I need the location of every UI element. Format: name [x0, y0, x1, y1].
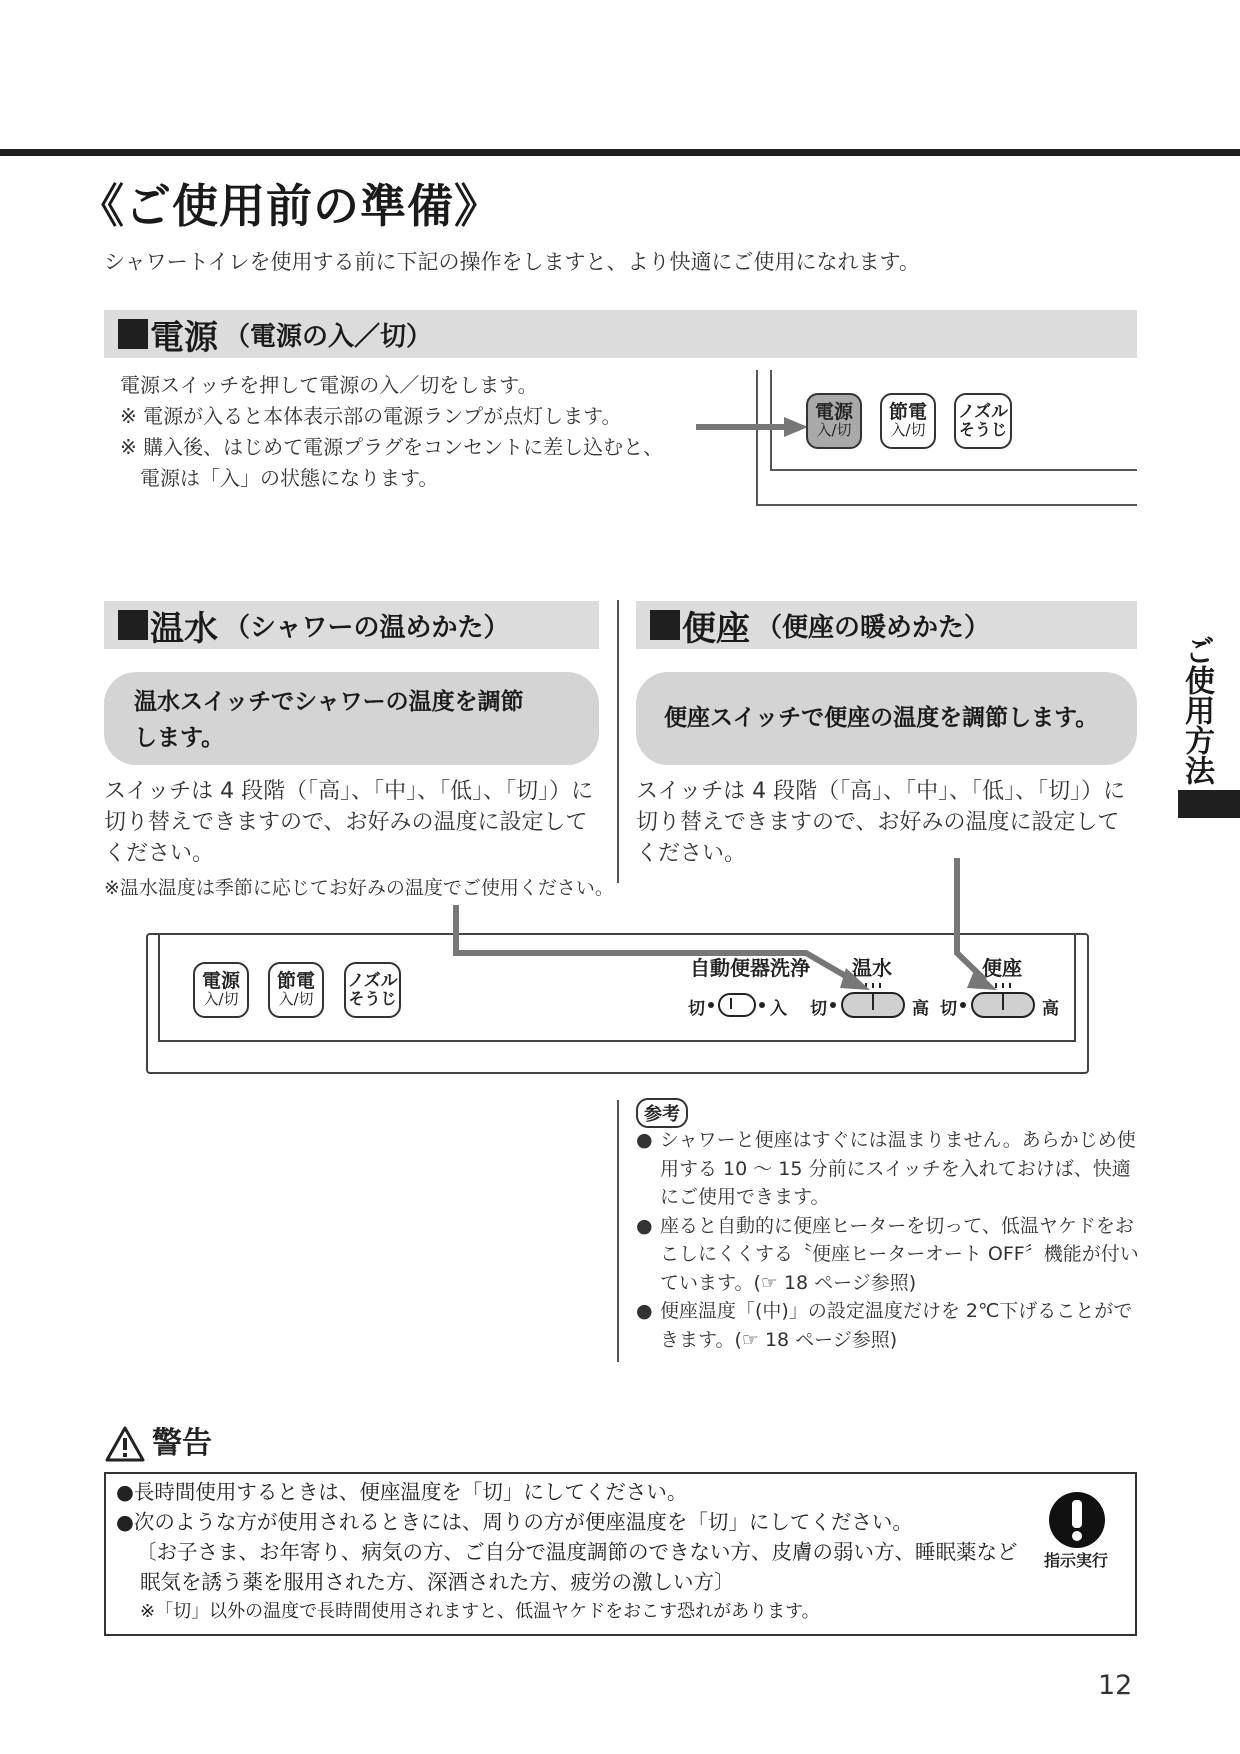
intro-text: シャワートイレを使用する前に下記の操作をしますと、より快適にご使用になれます。 [104, 250, 920, 274]
power-line: ※ 電源が入ると本体表示部の電源ランプが点灯します。 [120, 404, 622, 428]
reference-line: シャワーと便座はすぐには温まりません。あらかじめ使 [660, 1129, 1136, 1151]
button-sublabel: 入/切 [890, 421, 926, 440]
water-line: 切り替えできますので、お好みの温度に設定して [104, 810, 588, 835]
warning-line: ●次のような方が使用されるときには、周りの方が便座温度を「切」にしてください。 [116, 1510, 913, 1534]
button-sublabel: 入/切 [816, 421, 852, 440]
reference-line: ています。(☞ 18 ページ参照) [660, 1271, 917, 1294]
reference-divider [617, 1100, 619, 1362]
warm-water-label: 温水 [852, 956, 892, 980]
seat-line: スイッチは 4 段階（「高」、「中」、「低」、「切」）に [636, 779, 1126, 804]
reference-tag [636, 1098, 688, 1128]
button-label: 節電 [276, 970, 315, 993]
page-number: 12 [1098, 1670, 1133, 1701]
button-label: 電源 [201, 970, 240, 993]
bullet-icon: ● [636, 1300, 653, 1322]
power-line: 電源スイッチを押して電源の入／切をします。 [120, 373, 538, 397]
warning-title: 警告 [152, 1426, 212, 1461]
bullet-icon: ● [636, 1214, 653, 1237]
reference-tag-label: 参考 [636, 1098, 688, 1128]
high-label: 高 [912, 999, 929, 1019]
seat-line: ください。 [636, 841, 747, 866]
button-sublabel: そうじ [958, 419, 1007, 439]
button-label: ノズル [957, 401, 1009, 422]
button-label: 電源 [814, 401, 853, 424]
reference-item [636, 1297, 1139, 1354]
warning-line: ●長時間使用するときは、便座温度を「切」にしてください。 [116, 1480, 688, 1504]
off-label: 切 [940, 999, 957, 1019]
water-summary-line: 温水スイッチでシャワーの温度を調節 [134, 689, 524, 715]
reference-item [636, 1126, 1139, 1212]
side-tab-marker [1178, 790, 1240, 818]
auto-flush-label: 自動便器洗浄 [690, 956, 810, 980]
power-heading: 電源 [150, 317, 218, 358]
button-sublabel: そうじ [348, 988, 397, 1008]
seat-temp-label: 便座 [982, 956, 1022, 980]
off-label: 切 [688, 999, 705, 1019]
reference-line: きます。(☞ 18 ページ参照) [660, 1328, 898, 1351]
seat-subheading: （便座の暖めかた） [756, 612, 991, 643]
warning-line: 〔お子さま、お年寄り、病気の方、ご自分で温度調節のできない方、皮膚の弱い方、睡眠薬など [136, 1540, 1018, 1564]
water-line: ください。 [104, 841, 215, 866]
reference-line: 座ると自動的に便座ヒーターを切って、低温ヤケドをお [660, 1214, 1134, 1237]
seat-line: 切り替えできますので、お好みの温度に設定して [636, 810, 1120, 835]
side-tab-label: ご使用方法 [1179, 635, 1214, 785]
button-sublabel: 入/切 [203, 990, 239, 1009]
reference-line: こしにくくする〝便座ヒーターオート OFF〞機能が付い [660, 1243, 1139, 1265]
high-label: 高 [1042, 999, 1059, 1019]
warning-line: ※「切」以外の温度で長時間使用されますと、低温ヤケドをおこす恐れがあります。 [140, 1601, 820, 1622]
instruction-label: 指示実行 [1044, 1551, 1109, 1570]
reference-line: 用する 10 ～ 15 分前にスイッチを入れておけば、快適 [660, 1157, 1131, 1180]
warning-text [116, 1477, 1018, 1627]
water-subheading: （シャワーの温めかた） [224, 612, 510, 643]
seat-summary-line: 便座スイッチで便座の温度を調節します。 [664, 705, 1099, 731]
reference-line: 便座温度「(中)」の設定温度だけを 2℃下げることがで [660, 1300, 1133, 1322]
warning-line: 眠気を誘う薬を服用された方、深酒された方、疲労の激しい方〕 [140, 1570, 735, 1594]
power-subheading: （電源の入／切） [224, 321, 433, 352]
button-sublabel: 入/切 [278, 990, 314, 1009]
power-line: ※ 購入後、はじめて電源プラグをコンセントに差し込むと、 [120, 435, 664, 459]
water-line: スイッチは 4 段階（「高」、「中」、「低」、「切」）に [104, 779, 594, 804]
power-line: 電源は「入」の状態になります。 [120, 466, 439, 490]
reference-line: にご使用できます。 [660, 1186, 830, 1208]
water-summary-line: します。 [134, 725, 225, 751]
reference-item [636, 1212, 1139, 1298]
bullet-icon: ● [636, 1129, 653, 1151]
on-label: 入 [770, 999, 787, 1019]
button-label: ノズル [347, 970, 398, 991]
page-title: 《ご使用前の準備》 [78, 179, 501, 233]
warning-triangle-icon [104, 1425, 146, 1463]
reference-list [636, 1126, 1139, 1354]
seat-heading: 便座 [682, 608, 750, 649]
water-heading: 温水 [150, 608, 218, 649]
off-label: 切 [810, 999, 827, 1019]
instruction-exclamation-icon [1047, 1490, 1107, 1550]
button-label: 節電 [888, 401, 927, 424]
water-note: ※温水温度は季節に応じてお好みの温度でご使用ください。 [104, 877, 614, 899]
